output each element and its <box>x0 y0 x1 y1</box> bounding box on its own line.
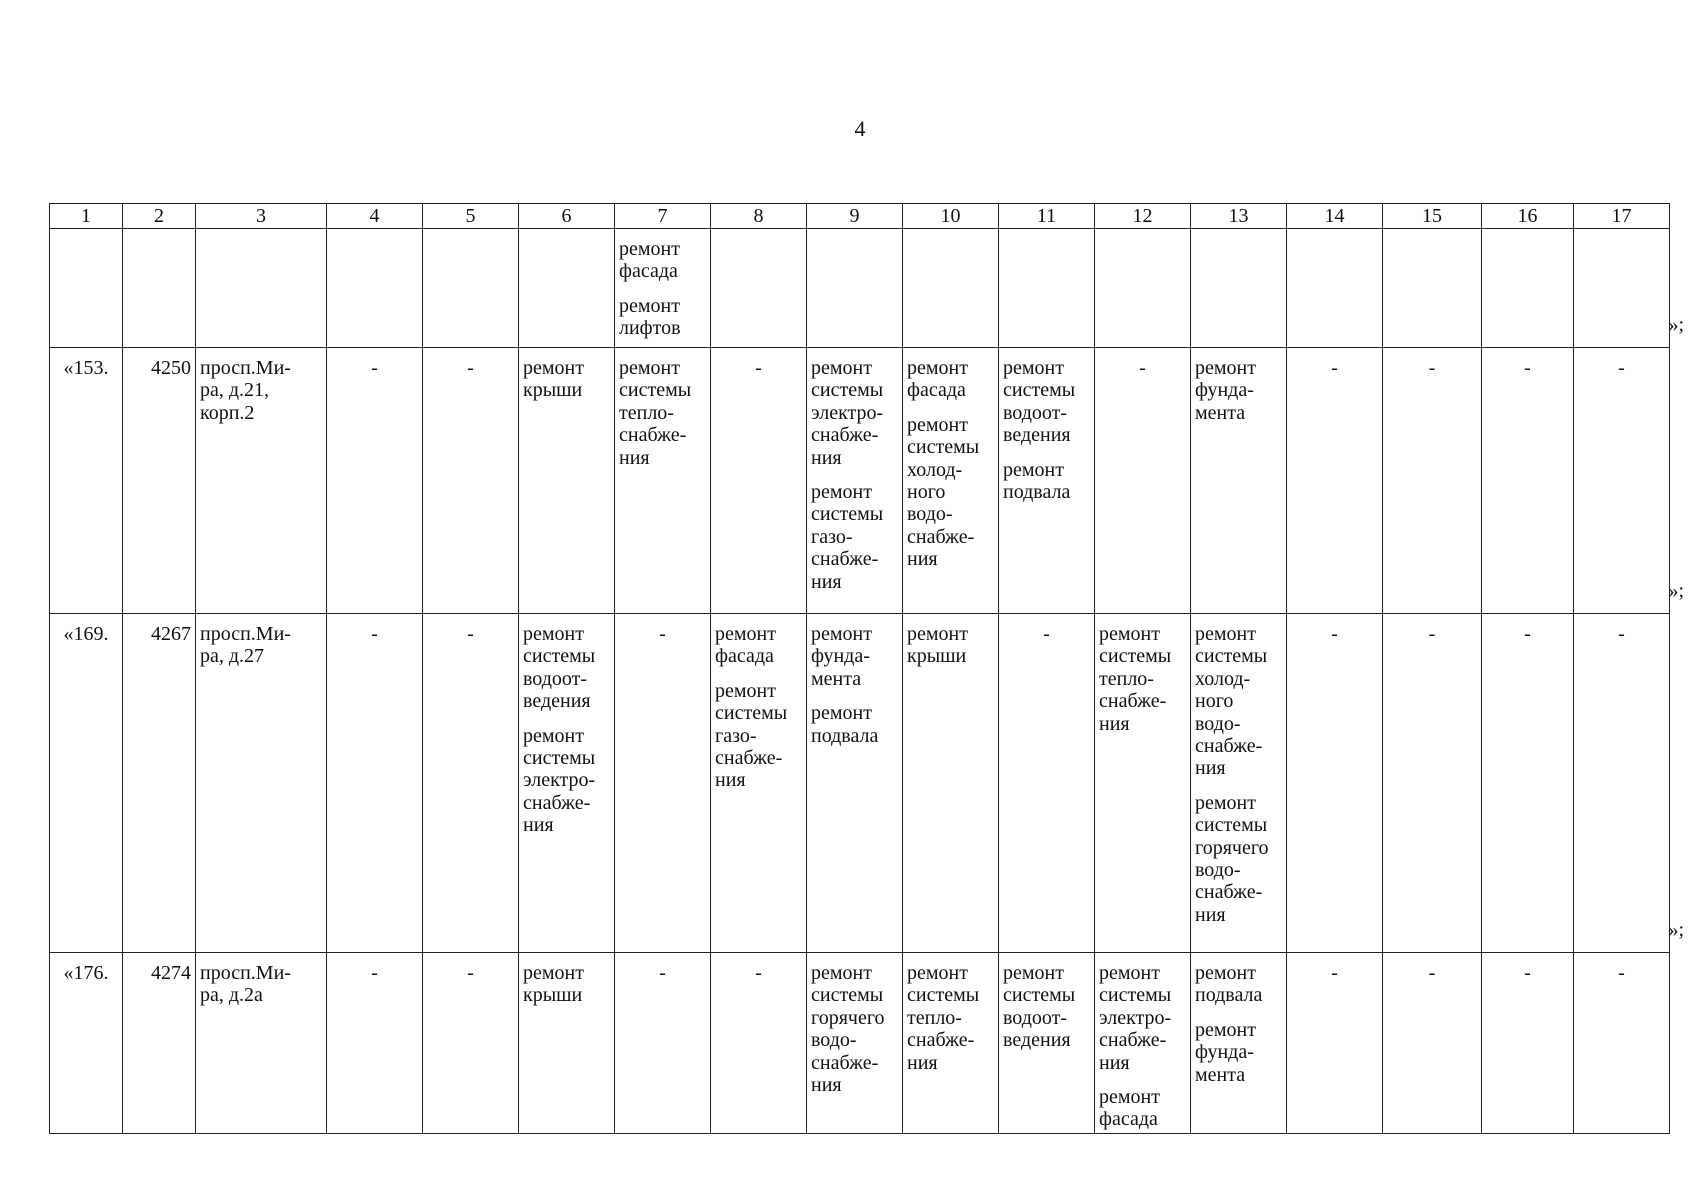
table-cell <box>50 348 123 614</box>
header-row <box>50 204 1670 229</box>
cell-text: - <box>371 962 378 984</box>
cell-text: - <box>467 623 474 645</box>
column-header: 2 <box>123 204 196 229</box>
table-cell <box>999 953 1095 1134</box>
cell-text: ремонт системы водоот- ведения <box>523 623 596 713</box>
cell-text: - <box>659 623 666 645</box>
table-cell <box>1574 229 1670 348</box>
column-header: 6 <box>519 204 615 229</box>
repair-schedule-table <box>49 203 1670 1134</box>
cell-text: «169. <box>63 623 109 645</box>
table-cell <box>807 953 903 1134</box>
table-cell <box>615 614 711 953</box>
table-cell <box>711 953 807 1134</box>
table-cell <box>1383 229 1482 348</box>
column-header: 8 <box>711 204 807 229</box>
cell-text: - <box>467 357 474 379</box>
cell-text: ремонт подвала <box>1003 458 1071 503</box>
column-header: 13 <box>1191 204 1287 229</box>
table-cell <box>1383 614 1482 953</box>
table-cell <box>1191 348 1287 614</box>
table-cell <box>615 953 711 1134</box>
table-cell <box>1482 229 1574 348</box>
row-end-suffix: »; <box>1668 918 1684 941</box>
cell-text: 4267 <box>151 623 191 645</box>
cell-text: ремонт подвала <box>1195 962 1263 1007</box>
cell-text: ремонт крыши <box>523 357 584 402</box>
cell-text: ремонт системы газо- снабже- ния <box>811 480 884 593</box>
table-cell <box>196 229 327 348</box>
table-cell <box>807 348 903 614</box>
cell-text: - <box>755 962 762 984</box>
table-cell <box>1191 614 1287 953</box>
table-cell <box>423 348 519 614</box>
table-row <box>50 229 1670 348</box>
cell-text: ремонт системы холод- ного водо- снабже- ния <box>1195 623 1268 780</box>
cell-text: ремонт фасада <box>907 357 968 402</box>
column-header: 11 <box>999 204 1095 229</box>
column-header: 9 <box>807 204 903 229</box>
cell-text: 4274 <box>151 962 191 984</box>
table-cell <box>50 614 123 953</box>
cell-text: ремонт системы электро- снабже- ния <box>811 357 884 469</box>
table-cell <box>123 614 196 953</box>
column-header: 15 <box>1383 204 1482 229</box>
table-cell <box>1287 229 1383 348</box>
table-cell <box>1095 614 1191 953</box>
cell-text: ремонт системы тепло- снабже- ния <box>619 357 692 469</box>
table-cell <box>903 953 999 1134</box>
cell-text: ремонт крыши <box>523 962 584 1007</box>
cell-text: ремонт фунда- мента <box>1195 1018 1256 1086</box>
table-cell <box>615 348 711 614</box>
table-cell <box>196 953 327 1134</box>
table-cell <box>123 229 196 348</box>
cell-text: ремонт системы горячего водо- снабже- ния <box>811 962 885 1096</box>
table-cell <box>196 348 327 614</box>
cell-text: ремонт системы водоот- ведения <box>1003 962 1076 1052</box>
table-cell <box>711 229 807 348</box>
table-cell <box>1095 348 1191 614</box>
table-cell <box>519 614 615 953</box>
cell-text: - <box>371 623 378 645</box>
table-cell <box>423 614 519 953</box>
cell-text: - <box>1428 357 1436 379</box>
cell-text: ремонт фасада <box>1099 1085 1160 1131</box>
table-cell <box>519 953 615 1134</box>
cell-text: ремонт системы электро- снабже- ния <box>1099 962 1172 1074</box>
cell-text: - <box>467 962 474 984</box>
cell-text: - <box>659 962 666 984</box>
column-header: 14 <box>1287 204 1383 229</box>
cell-text: - <box>1428 962 1436 984</box>
table-cell <box>999 229 1095 348</box>
table-cell <box>1482 614 1574 953</box>
table-cell <box>327 229 423 348</box>
table-cell <box>423 229 519 348</box>
table-cell <box>1574 953 1670 1134</box>
cell-text: - <box>1043 623 1050 645</box>
cell-text: ремонт фасада <box>619 238 680 283</box>
table-row <box>50 614 1670 953</box>
cell-text: ремонт системы тепло- снабже- ния <box>1099 623 1172 735</box>
table-cell <box>807 614 903 953</box>
table-cell <box>196 614 327 953</box>
cell-text: «153. <box>63 357 109 379</box>
table-cell <box>50 229 123 348</box>
column-header: 12 <box>1095 204 1191 229</box>
column-header: 10 <box>903 204 999 229</box>
table-cell <box>1482 348 1574 614</box>
cell-text: - <box>1524 962 1531 984</box>
table-cell <box>50 953 123 1134</box>
table-cell <box>327 953 423 1134</box>
cell-text: - <box>1331 357 1338 379</box>
cell-text: ремонт лифтов <box>619 294 681 340</box>
cell-text: - <box>1618 623 1625 645</box>
cell-text: ремонт системы электро- снабже- ния <box>523 724 596 837</box>
table-cell <box>903 348 999 614</box>
table-cell <box>1482 953 1574 1134</box>
cell-text: ремонт фунда- мента <box>811 623 872 690</box>
cell-text: - <box>755 357 762 379</box>
table-cell <box>1574 614 1670 953</box>
column-header: 7 <box>615 204 711 229</box>
cell-text: просп.Ми- ра, д.21, корп.2 <box>200 357 291 424</box>
table-cell <box>1191 953 1287 1134</box>
cell-text: - <box>1618 962 1625 984</box>
table-cell <box>1287 348 1383 614</box>
table-cell <box>327 348 423 614</box>
cell-text: ремонт системы холод- ного водо- снабже- ния <box>907 413 980 571</box>
cell-text: - <box>1524 357 1531 379</box>
cell-text: - <box>1428 623 1436 645</box>
table-cell <box>615 229 711 348</box>
column-header: 3 <box>196 204 327 229</box>
cell-text: - <box>1331 623 1338 645</box>
cell-text: ремонт фасада <box>715 623 776 668</box>
cell-text: «176. <box>63 962 109 984</box>
cell-text: - <box>1618 357 1625 379</box>
table-cell <box>1383 953 1482 1134</box>
table-cell <box>423 953 519 1134</box>
cell-text: - <box>371 357 378 379</box>
page-number: 4 <box>854 116 866 141</box>
table-cell <box>711 614 807 953</box>
table-cell <box>903 614 999 953</box>
table-cell <box>519 348 615 614</box>
cell-text: - <box>1139 357 1146 379</box>
row-end-suffix: »; <box>1668 313 1684 336</box>
table-cell <box>807 229 903 348</box>
cell-text: ремонт системы горячего водо- снабже- ния <box>1195 791 1269 926</box>
column-header: 4 <box>327 204 423 229</box>
column-header: 17 <box>1574 204 1670 229</box>
column-header: 1 <box>50 204 123 229</box>
table-cell <box>1383 348 1482 614</box>
cell-text: ремонт фунда- мента <box>1195 357 1256 424</box>
table-cell <box>327 614 423 953</box>
cell-text: просп.Ми- ра, д.2а <box>200 962 291 1007</box>
cell-text: 4250 <box>151 357 191 379</box>
table-row <box>50 953 1670 1134</box>
column-header: 5 <box>423 204 519 229</box>
table-cell <box>903 229 999 348</box>
cell-text: ремонт системы водоот- ведения <box>1003 357 1076 447</box>
cell-text: ремонт крыши <box>907 623 968 668</box>
table-row <box>50 348 1670 614</box>
table-cell <box>1191 229 1287 348</box>
cell-text: просп.Ми- ра, д.27 <box>200 623 291 668</box>
row-end-suffix: »; <box>1668 579 1684 602</box>
table-cell <box>123 953 196 1134</box>
table-cell <box>1095 229 1191 348</box>
table-cell <box>1095 953 1191 1134</box>
cell-text: ремонт системы газо- снабже- ния <box>715 679 788 792</box>
table-cell <box>123 348 196 614</box>
table-cell <box>1287 953 1383 1134</box>
column-header: 16 <box>1482 204 1574 229</box>
table-cell <box>999 614 1095 953</box>
table-cell <box>1287 614 1383 953</box>
cell-text: - <box>1524 623 1531 645</box>
table-cell <box>519 229 615 348</box>
cell-text: - <box>1331 962 1338 984</box>
table-cell <box>1574 348 1670 614</box>
table-cell <box>711 348 807 614</box>
cell-text: ремонт подвала <box>811 702 879 747</box>
cell-text: ремонт системы тепло- снабже- ния <box>907 962 980 1074</box>
table-cell <box>999 348 1095 614</box>
